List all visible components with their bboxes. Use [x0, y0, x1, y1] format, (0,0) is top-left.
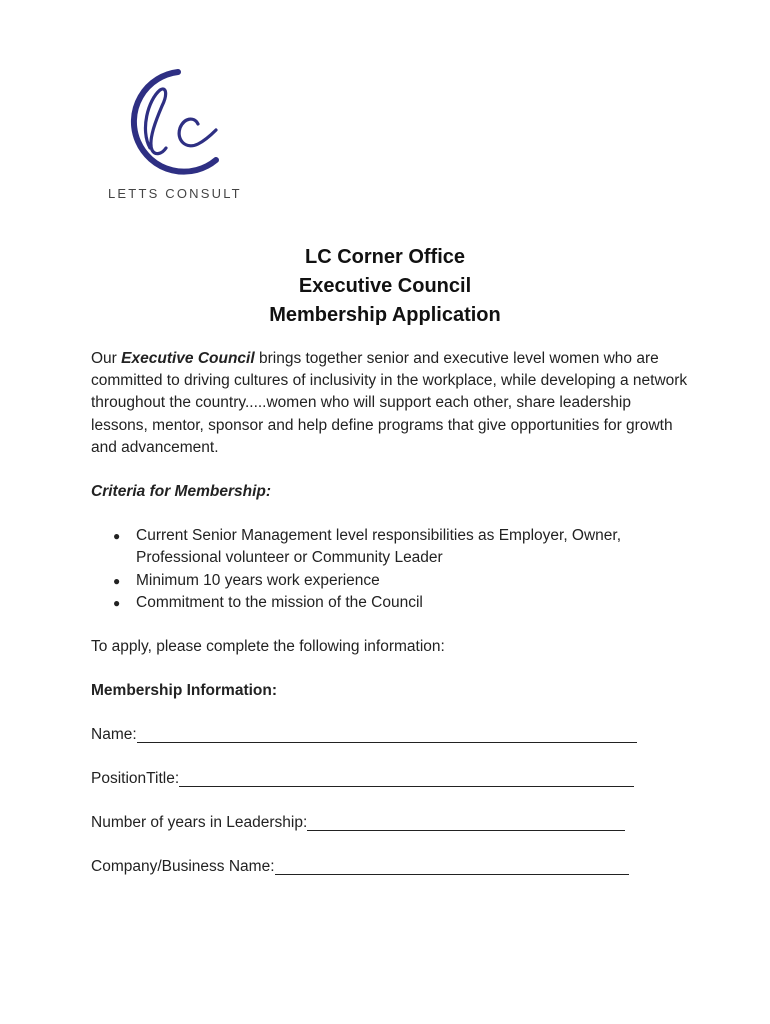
letts-consult-logo — [100, 60, 260, 210]
criteria-item-text: Commitment to the mission of the Council — [136, 593, 423, 611]
title-line-2: Executive Council — [298, 275, 472, 297]
position-title-label: PositionTitle: — [91, 770, 180, 788]
years-leadership-label: Number of years in Leadership: — [91, 814, 308, 832]
intro-paragraph — [91, 348, 691, 459]
criteria-heading: Criteria for Membership: — [91, 483, 272, 501]
company-name-label: Company/Business Name: — [91, 858, 275, 876]
name-input-line[interactable] — [137, 726, 637, 743]
name-label: Name: — [91, 726, 137, 744]
list-item — [91, 570, 691, 592]
criteria-list — [91, 525, 691, 614]
document-title — [0, 243, 770, 330]
company-name: LETTS CONSULT — [108, 186, 242, 201]
title-line-3: Membership Application — [269, 304, 501, 326]
bullet-icon: ● — [113, 573, 121, 588]
apply-instruction: To apply, please complete the following information: — [91, 638, 445, 656]
bullet-icon: ● — [113, 595, 121, 610]
criteria-item-text: Minimum 10 years work experience — [136, 571, 380, 589]
lc-monogram-icon — [100, 60, 260, 180]
years-leadership-input-line[interactable] — [307, 814, 625, 831]
title-line-1: LC Corner Office — [304, 246, 466, 268]
company-name-field — [91, 856, 639, 878]
criteria-item-text: Current Senior Management level responsibilities as Employer, Owner, Professional volunteer or Community Leader — [136, 527, 622, 567]
intro-emphasis: Executive Council — [121, 350, 255, 367]
form-body — [91, 348, 691, 900]
years-leadership-field — [91, 812, 639, 834]
name-field — [91, 724, 639, 746]
list-item — [91, 592, 691, 614]
membership-heading: Membership Information: — [91, 682, 278, 700]
company-name-input-line[interactable] — [275, 858, 629, 875]
position-title-input-line[interactable] — [179, 770, 634, 787]
list-item — [91, 525, 691, 569]
bullet-icon: ● — [113, 529, 121, 544]
position-title-field — [91, 768, 639, 790]
intro-body: brings together senior and executive level women who are committed to driving cultures of inclusivity in the workplace, while developing a network throughout the country.....women who will support each other, share leadership lessons, mentor, sponsor and help define programs that give opportunities for growth and advancement. — [91, 350, 688, 456]
intro-prefix: Our — [91, 350, 122, 367]
